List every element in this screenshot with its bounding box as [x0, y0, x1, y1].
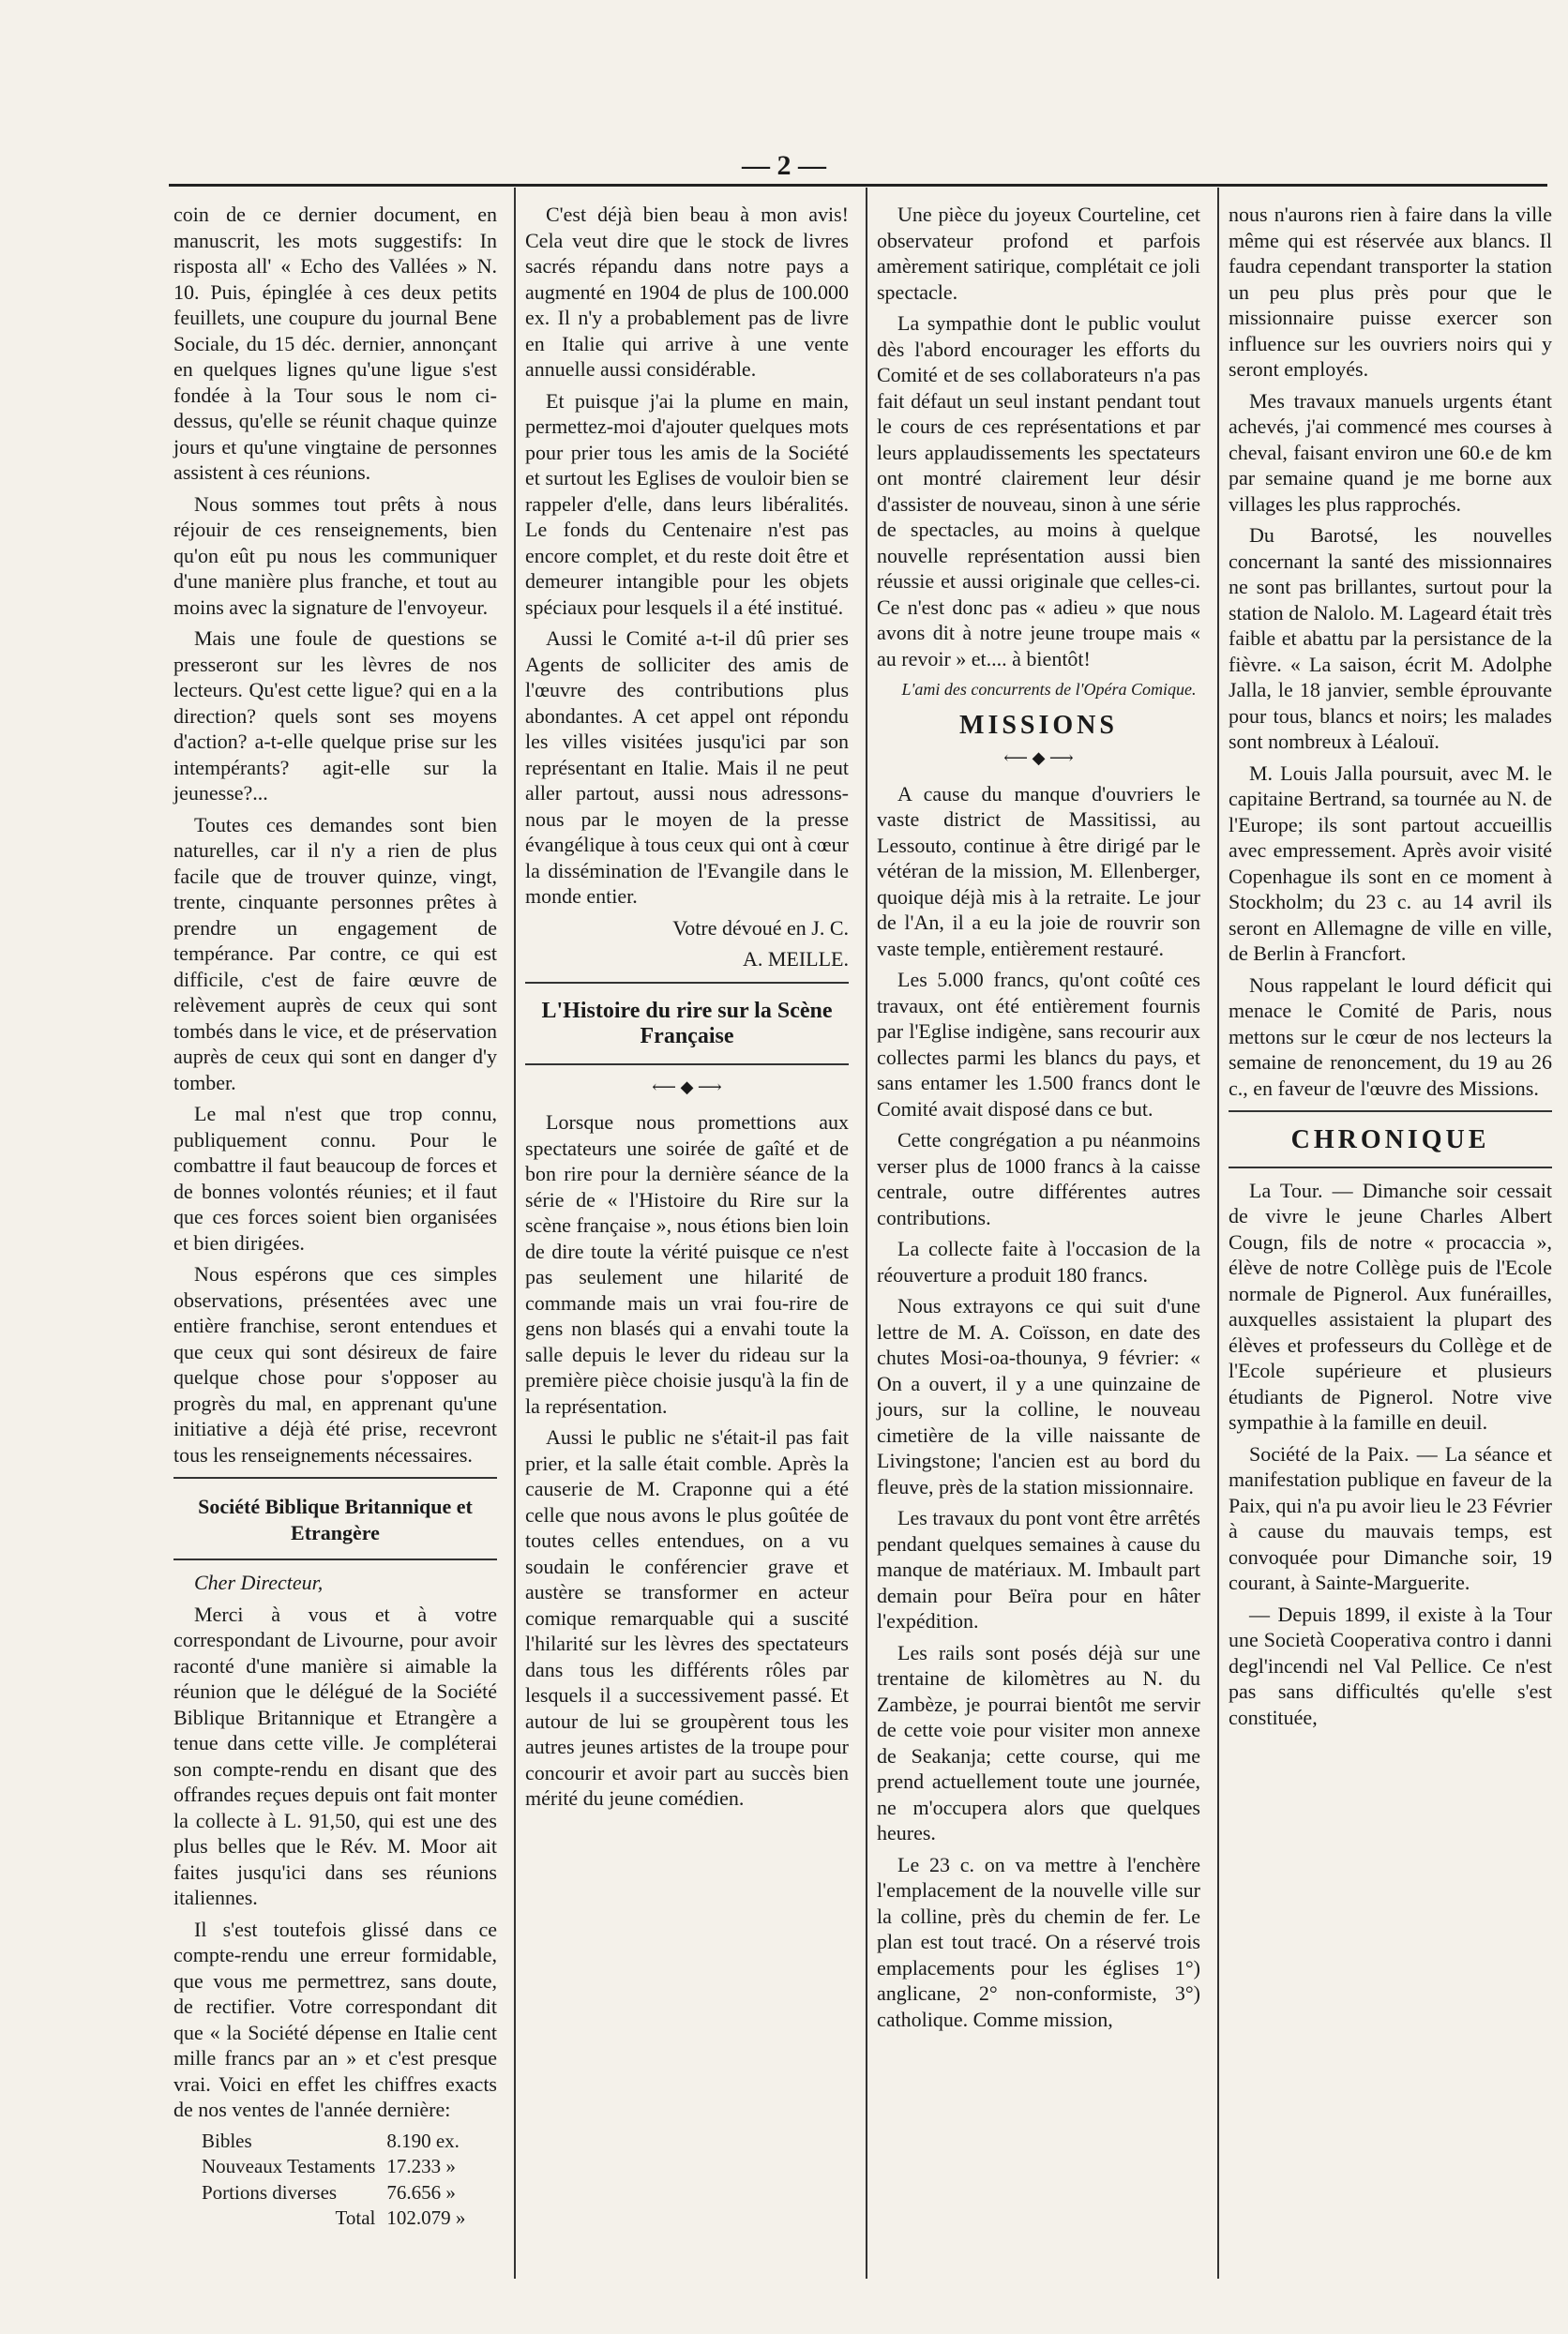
paragraph: Toutes ces demandes sont bien naturelles, car il n'y a rien de plus facile que de trouver quinze, vingt, trente, cinquante personnes prêtes à prendre un engagement de tempérance. Par contre, ce qui est difficile, c'est de faire œuvre de relèvement auprès de ceux qui sont tombés dans le vice, et de préservation auprès de ceux qui sont en danger d'y tomber.	[173, 812, 497, 1094]
table-cell: 76.656 »	[386, 2180, 456, 2204]
section-title-chronique: CHRONIQUE	[1290, 1125, 1490, 1154]
paragraph: Merci à vous et à votre correspondant de Livourne, pour avoir raconté d'une manière si aimable la réunion que le délégué de la Société Biblique Britannique et Etrangère a tenue dans cette ville. Je compléterai son compte-rendu en disant que des offrandes reçues depuis ont fait monter la collecte à L. 91,50, qui est une des plus belles que le Rév. M. Moor ait faites jusqu'ici dans ses réunions italiennes.	[173, 1602, 497, 1909]
signoff: Votre dévoué en J. C.	[672, 915, 849, 940]
paragraph: Les 5.000 francs, qu'ont coûté ces travaux, ont été entièrement fournis par l'Eglise indigène, sans recourir aux collectes parmi les blancs du pays, et sans entamer les 1.500 francs dont le Comité avait disposé dans ce but.	[877, 968, 1200, 1121]
paragraph: Nous sommes tout prêts à nous réjouir de ces renseignements, bien qu'on eût pu nous les communiquer d'une manière plus franche, et tout au moins avec la signature de l'envoyeur.	[173, 491, 497, 619]
table-row	[202, 2180, 476, 2206]
paragraph: Société de la Paix. — La séance et manifestation publique en faveur de la Paix, qui n'a pu avoir lieu le 23 Février à cause du mauvais temps, est convoquée pour Dimanche soir, 19 courant, à Sainte-Marguerite.	[1229, 1441, 1552, 1594]
column-divider	[514, 188, 516, 2279]
paragraph: Nous extrayons ce qui suit d'une lettre de M. A. Coïsson, en date des chutes Mosi-oa-thounya, 9 février: « On a ouvert, il y a une quinzaine de jours, sur la colline, le nouveau cimetière de la ville naissante de Livingstone; l'ancien est au bord du fleuve, près de la station missionnaire.	[877, 1294, 1200, 1498]
paragraph: Lorsque nous promettions aux spectateurs une soirée de gaîté et de bon rire pour la dernière séance de la série de « l'Histoire du Rire sur la scène française », nous étions bien loin de dire toute la vérité puisque ce n'est pas seulement une hilarité de commande mais un vrai fou-rire de gens non blasés qui a envahi toute la salle depuis le lever du rideau sur la première pièce choisie jusqu'à la fin de la représentation.	[525, 1110, 849, 1418]
signature: A. MEILLE.	[742, 947, 849, 971]
section-title-bible-society: Société Biblique Britannique et Etrangère	[198, 1495, 473, 1544]
section-title-missions: MISSIONS	[959, 710, 1118, 740]
table-row	[202, 2129, 476, 2155]
table-cell: Portions diverses	[202, 2180, 338, 2204]
paragraph: Le 23 c. on va mettre à l'enchère l'emplacement de la nouvelle ville sur la colline, près du chemin de fer. Le plan est tout tracé. On a réservé trois emplacements pour les églises 1°) anglicane, 2° non-conformiste, 3°) catholique. Comme mission,	[877, 1852, 1200, 2031]
column-1	[173, 202, 497, 2232]
table-cell: Nouveaux Testaments	[202, 2155, 376, 2177]
column-divider	[1217, 188, 1219, 2279]
column-4	[1229, 202, 1552, 1736]
paragraph: nous n'aurons rien à faire dans la ville même qui est réservée aux blancs. Il faudra cependant transporter la station un peu plus près pour que le missionnaire puisse exercer son influence sur les ouvriers noirs qui y seront employés.	[1229, 203, 1552, 381]
paragraph: Les travaux du pont vont être arrêtés pendant quelques semaines à cause du manque de matériaux. M. Imbault part demain pour Beïra pour en hâter l'expédition.	[877, 1506, 1200, 1633]
paragraph: Le mal n'est que trop connu, publiquement connu. Pour le combattre il faut beaucoup de forces et de bonnes volontés réunies; et il faut que ces forces soient bien organisées et bien dirigées.	[173, 1102, 497, 1255]
paragraph: Nous rappelant le lourd déficit qui menace le Comité de Paris, nous mettons sur le cœur de nos lecteurs la semaine de renoncement, du 19 au 26 c., en faveur de l'œuvre des Missions.	[1229, 972, 1552, 1100]
sales-table	[202, 2129, 476, 2232]
paragraph: A cause du manque d'ouvriers le vaste district de Massitissi, au Lessouto, continue à être dirigé par le vétéran de la mission, M. Ellenberger, quoique déjà mis à la retraite. Le jour de l'An, il a eu la joie de rouvrir son vaste temple, entièrement restauré.	[877, 781, 1200, 960]
paragraph: Aussi le public ne s'était-il pas fait prier, et la salle était comble. Après la causerie de M. Craponne qui a été celle que nous avons le plus goûtée de toutes celles entendues, on a vu soudain le conférencier grave et austère se transformer en acteur comique remarquable qui a suscité l'hilarité sur les lèvres des spectateurs dans tous les différents rôles par lesquels il a successivement passé. Et autour de lui se groupèrent tous les autres jeunes artistes de la troupe pour concourir et avoir part au succès bien mérité du jeune comédien.	[525, 1425, 849, 1810]
header-rule	[169, 184, 1547, 187]
paragraph: La sympathie dont le public voulut dès l'abord encourager les efforts du Comité et de ses collaborateurs n'a pas fait défaut un seul instant pendant tout le cours de ces représentations et par leurs applaudissements les spectateurs ont montré clairement leur désir d'assister de nouveau, sinon à une série de spectacles, au moins à quelque nouvelle représentation aussi bien réussie et aussi originale que celles-ci. Ce n'est donc pas « adieu » que nous avons dit à notre jeune troupe mais « au revoir » et.... à bientôt!	[877, 311, 1200, 670]
paragraph: M. Louis Jalla poursuit, avec M. le capitaine Bertrand, sa tournée au N. de l'Europe; ils sont partout accueillis avec empressement. Après avoir visité Copenhague ils sont en ce moment à Stockholm; du 23 c. au 14 avril ils seront en Allemagne de ville en ville, de Berlin à Francfort.	[1229, 760, 1552, 965]
paragraph: Cette congrégation a pu néanmoins verser plus de 1000 francs à la caisse centrale, outre différentes autres contributions.	[877, 1128, 1200, 1229]
paragraph: Une pièce du joyeux Courteline, cet observateur profond et parfois amèrement satirique, complétait ce joli spectacle.	[877, 203, 1200, 304]
paragraph: C'est déjà bien beau à mon avis! Cela veut dire que le stock de livres sacrés répandu dans notre pays a augmenté en 1904 de plus de 100.000 ex. Il n'y a probablement pas de livre en Italie qui arrive à une vente annuelle aussi considérable.	[525, 203, 849, 381]
table-cell: Total	[335, 2206, 376, 2229]
paragraph: Il s'est toutefois glissé dans ce compte-rendu une erreur formidable, que vous me permettrez, sans doute, de rectifier. Votre correspondant dit que « la Société dépense en Italie cent mille francs par an » et c'est presque vrai. Voici en effet les chiffres exacts de nos ventes de l'année dernière:	[173, 1917, 497, 2121]
table-cell: 8.190 ex.	[386, 2129, 460, 2152]
table-cell: Bibles	[202, 2129, 252, 2152]
column-3	[877, 202, 1200, 2038]
table-cell: 102.079 »	[386, 2206, 466, 2229]
paragraph: Mes travaux manuels urgents étant achevés, j'ai commencé mes courses à cheval, faisant environ une 60.e de km par semaine quand je me borne aux villages les plus rapprochés.	[1229, 388, 1552, 516]
paragraph: La collecte faite à l'occasion de la réouverture a produit 180 francs.	[877, 1237, 1200, 1287]
column-2	[525, 202, 849, 1817]
paragraph: coin de ce dernier document, en manuscrit, les mots suggestifs: In risposta all' « Echo des Vallées » N. 10. Puis, épinglée à ces deux petits feuillets, une coupure du journal Bene Sociale, du 15 déc. dernier, annonçant en quelques lignes qu'une ligue s'est fondée à la Tour sous le nom ci-dessus, qu'elle se réunit chaque quinze jours et qu'une vingtaine de personnes assistent à ces réunions.	[173, 203, 497, 484]
page-number: — 2 —	[742, 150, 826, 181]
paragraph: — Depuis 1899, il existe à la Tour une Società Cooperativa contro i danni degl'incendi nel Val Pellice. Ce n'est pas sans difficultés qu'elle s'est constituée,	[1229, 1602, 1552, 1729]
salutation: Cher Directeur,	[194, 1571, 324, 1594]
column-divider	[866, 188, 867, 2279]
table-cell: 17.233 »	[386, 2155, 456, 2177]
paragraph: Du Barotsé, les nouvelles concernant la santé des missionnaires ne sont pas brillantes, surtout pour la station de Nalolo. M. Lageard était très faible et abattu par la persistance de la fièvre. « La saison, écrit M. Adolphe Jalla, le 18 janvier, semble éprouvante pour tous, blancs et noirs; les malades sont nombreux à Léalouï.	[1229, 523, 1552, 753]
credit-line: L'ami des concurrents de l'Opéra Comique.	[901, 680, 1197, 699]
paragraph: Aussi le Comité a-t-il dû prier ses Agents de solliciter des amis de l'œuvre des contributions plus abondantes. A cet appel ont répondu les villes visitées jusqu'ici par son représentant en Italie. Mais il ne peut aller partout, aussi nous adressons-nous par le moyen de la presse évangélique à tous ceux qui ont à cœur la dissémination de l'Evangile dans le monde entier.	[525, 626, 849, 908]
paragraph: Nous espérons que ces simples observations, présentées avec une entière franchise, seront entendues et que ceux qui sont désireux de faire quelque chose pour s'opposer au progrès du mal, en apprenant qu'une initiative a déjà été prise, recevront tous les renseignements nécessaires.	[173, 1262, 497, 1467]
paragraph: Et puisque j'ai la plume en main, permettez-moi d'ajouter quelques mots pour prier tous les amis de la Société et surtout les Eglises de vouloir bien se rappeler d'elle, dans leurs libéralités. Le fonds du Centenaire n'est pas encore complet, et du reste doit être et demeurer intangible pour les objets spéciaux pour lesquels il a été institué.	[525, 388, 849, 619]
paragraph: Les rails sont posés déjà sur une trentaine de kilomètres au N. du Zambèze, je pourrai bientôt me servir de cette voie pour visiter mon annexe de Seakanja; cette course, qui me prend actuellement toute une journée, ne m'occupera alors que quelques heures.	[877, 1640, 1200, 1845]
paragraph: La Tour. — Dimanche soir cessait de vivre le jeune Charles Albert Cougn, fils de notre « procaccia », élève de notre Collège puis de l'Ecole normale de Pignerol. Aux funérailles, auxquelles assistaient la plupart des élèves et professeurs du Collège et de l'Ecole supérieure et plusieurs étudiants de Pignerol. Notre vive sympathie à la famille en deuil.	[1229, 1178, 1552, 1434]
table-row	[202, 2154, 476, 2180]
ornament-icon: ⟵ ◆ ⟶	[652, 1077, 722, 1096]
paragraph: Mais une foule de questions se presseront sur les lèvres de nos lecteurs. Qu'est cette ligue? qui en a la direction? quels sont ses moyens d'action? a-t-elle quelque prise sur les intempérants? agit-elle sur la jeunesse?...	[173, 626, 497, 805]
ornament-icon: ⟵ ◆ ⟶	[1003, 748, 1074, 767]
table-row	[202, 2206, 476, 2232]
section-title-histoire-rire: L'Histoire du rire sur la Scène Française	[541, 998, 833, 1048]
